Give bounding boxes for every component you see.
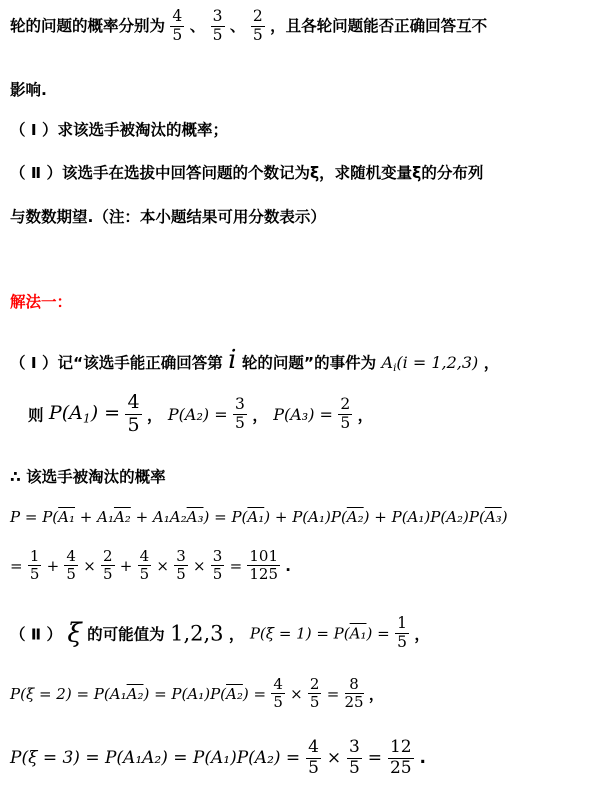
equals-sign: =	[10, 556, 23, 575]
fraction-4-5	[306, 738, 321, 778]
overline-term: A₂	[113, 508, 131, 526]
equals-sign: =	[326, 684, 340, 703]
formula-part: P(ξ = 2) = P(A₁	[10, 684, 127, 703]
denominator: 5	[66, 565, 76, 584]
fraction-4-5	[170, 8, 184, 45]
denominator: 5	[252, 25, 263, 44]
equals-sign: =	[229, 556, 243, 575]
fraction-2-5	[308, 676, 322, 712]
formula-part: ) + P(A₁)P(A₂)P(	[363, 508, 485, 526]
denominator: 5	[172, 25, 183, 44]
prob-a1-sub: 1	[82, 412, 91, 427]
solution-line-8	[10, 738, 426, 778]
prob-a3: P(A₃) =	[273, 404, 333, 424]
numerator: 3	[176, 547, 186, 565]
numerator: 8	[345, 676, 364, 694]
period: .	[419, 748, 426, 769]
comma: ，	[414, 625, 430, 644]
solution-line-5	[10, 548, 291, 584]
numerator: 3	[235, 395, 245, 414]
then-label: 则	[28, 406, 44, 425]
fraction-2-5	[338, 396, 352, 433]
formula-xi-2	[10, 685, 266, 703]
denominator: 5	[139, 565, 150, 584]
math-xi: ξ	[67, 618, 82, 649]
denominator: 5	[273, 693, 283, 712]
solution-title: 解法一：	[10, 293, 73, 311]
fraction-4-5	[64, 548, 78, 584]
numerator: 4	[273, 675, 283, 693]
times-sign: ×	[156, 556, 169, 575]
event-expression	[381, 353, 479, 375]
numerator: 2	[309, 675, 320, 693]
fraction-2-5	[101, 548, 115, 584]
overline-term: A₂	[346, 508, 364, 526]
solution-line-3: ∴ 该选手被淘汰的概率	[10, 468, 166, 486]
comma: ，	[146, 406, 163, 425]
event-condition: (i = 1,2,3)	[396, 353, 479, 372]
period: .	[285, 556, 291, 575]
overline-term: A₁	[247, 508, 265, 526]
numerator: 4	[139, 547, 150, 565]
solution-line-2	[28, 392, 373, 437]
denominator: 25	[389, 757, 412, 778]
formula-xi-3: P(ξ = 3) = P(A₁A₂) = P(A₁)P(A₂) =	[10, 748, 301, 769]
overline-term: A₂	[126, 684, 144, 703]
problem-line-2: 影响.	[10, 81, 47, 99]
separator: 、	[229, 16, 246, 35]
times-sign: ×	[290, 684, 303, 703]
possible-values-label: 的可能值为	[87, 625, 165, 644]
solution-line-6	[10, 615, 430, 652]
formula-xi-1	[250, 624, 390, 642]
overline-term: A₃	[186, 508, 204, 526]
formula-part: ) + P(A₁)P(	[264, 508, 347, 526]
numerator: 3	[349, 737, 360, 757]
solution-text: 轮的问题”的事件为	[241, 354, 377, 372]
numerator: 2	[340, 395, 351, 414]
numerator: 1	[397, 614, 407, 632]
event-symbol: A	[381, 353, 394, 372]
formula-part: )	[501, 508, 508, 526]
denominator: 25	[344, 693, 364, 712]
question-2: （ Ⅱ ）该选手在选拔中回答问题的个数记为ξ，求随机变量ξ的分布列	[10, 164, 484, 182]
denominator: 5	[235, 413, 245, 432]
prob-a1-left: P(A	[48, 402, 83, 425]
fraction-4-5	[138, 548, 152, 584]
denominator: 5	[103, 565, 113, 584]
denominator: 125	[249, 565, 279, 584]
comma: ，	[368, 685, 384, 704]
denominator: 5	[309, 693, 320, 712]
denominator: 5	[127, 413, 140, 436]
math-i: i	[228, 345, 237, 375]
numerator: 4	[66, 547, 76, 565]
numerator: 3	[212, 547, 223, 565]
times-sign: ×	[326, 748, 342, 769]
numerator: 4	[127, 391, 140, 413]
denominator: 5	[29, 565, 40, 584]
solution-text: （ Ⅰ ）记“该选手能正确回答第	[10, 354, 223, 372]
problem-text-a: 轮的问题的概率分别为	[10, 16, 166, 35]
prob-a1	[48, 402, 121, 427]
event-subscript: i	[393, 362, 397, 375]
fraction-1-5	[395, 615, 409, 652]
problem-text-b: ，且各轮问题能否正确回答互不	[270, 16, 488, 35]
formula-part: + A₁A₂	[130, 508, 187, 526]
comma: ，	[357, 406, 374, 425]
overline-term: A₁	[349, 624, 367, 643]
formula-part: ) =	[242, 684, 267, 703]
fraction-3-5	[211, 548, 225, 584]
solution-line-4	[10, 508, 508, 526]
denominator: 5	[397, 632, 407, 651]
part-2-label: （ Ⅱ ）	[10, 625, 63, 644]
fraction-4-5	[271, 676, 285, 712]
plus-sign: +	[119, 556, 133, 575]
formula-part: ) =	[366, 624, 390, 643]
numerator: 1	[29, 547, 40, 565]
formula-part: ) = P(	[203, 508, 248, 526]
formula-part: P(ξ = 1) = P(	[249, 624, 350, 643]
overline-term: A₁	[58, 508, 76, 526]
fraction-2-5	[251, 8, 265, 45]
denominator: 5	[349, 757, 360, 778]
plus-sign: +	[46, 556, 60, 575]
denominator: 5	[212, 25, 223, 44]
overline-term: A₃	[484, 508, 502, 526]
prob-a2: P(A₂) =	[167, 404, 228, 424]
prob-a1-right: ) =	[90, 402, 121, 425]
times-sign: ×	[192, 556, 206, 575]
formula-part: + A₁	[75, 508, 114, 526]
comma: ，	[483, 354, 500, 372]
possible-values: 1,2,3	[170, 621, 224, 646]
fraction-8-25	[345, 676, 364, 712]
fraction-3-5	[233, 396, 247, 433]
question-3: 与数数期望.（注：本小题结果可用分数表示）	[10, 208, 326, 226]
fraction-101-125	[247, 548, 280, 584]
numerator: 2	[252, 7, 263, 25]
comma: ，	[228, 625, 245, 644]
numerator: 4	[308, 737, 319, 757]
times-sign: ×	[83, 556, 96, 575]
numerator: 12	[389, 737, 412, 757]
overline-term: A₂	[226, 684, 243, 703]
numerator: 101	[249, 547, 279, 565]
fraction-12-25	[388, 738, 414, 778]
question-1: （ Ⅰ ）求该选手被淘汰的概率；	[10, 121, 229, 139]
solution-line-1	[10, 345, 499, 375]
denominator: 5	[176, 565, 186, 584]
fraction-4-5	[125, 392, 141, 437]
equals-sign: =	[367, 748, 383, 769]
problem-line-1	[10, 8, 487, 45]
numerator: 3	[212, 7, 223, 25]
fraction-3-5	[211, 8, 225, 45]
fraction-3-5	[347, 738, 362, 778]
formula-part: P = P(	[10, 508, 59, 526]
fraction-3-5	[174, 548, 188, 584]
denominator: 5	[212, 565, 223, 584]
comma: ，	[252, 406, 268, 425]
numerator: 2	[103, 547, 113, 565]
solution-line-7	[10, 676, 384, 712]
fraction-1-5	[28, 548, 42, 584]
separator: 、	[189, 16, 206, 35]
denominator: 5	[308, 757, 319, 778]
numerator: 4	[172, 7, 183, 25]
formula-elimination	[10, 508, 508, 526]
formula-part: ) = P(A₁)P(	[143, 684, 227, 703]
denominator: 5	[340, 413, 351, 432]
